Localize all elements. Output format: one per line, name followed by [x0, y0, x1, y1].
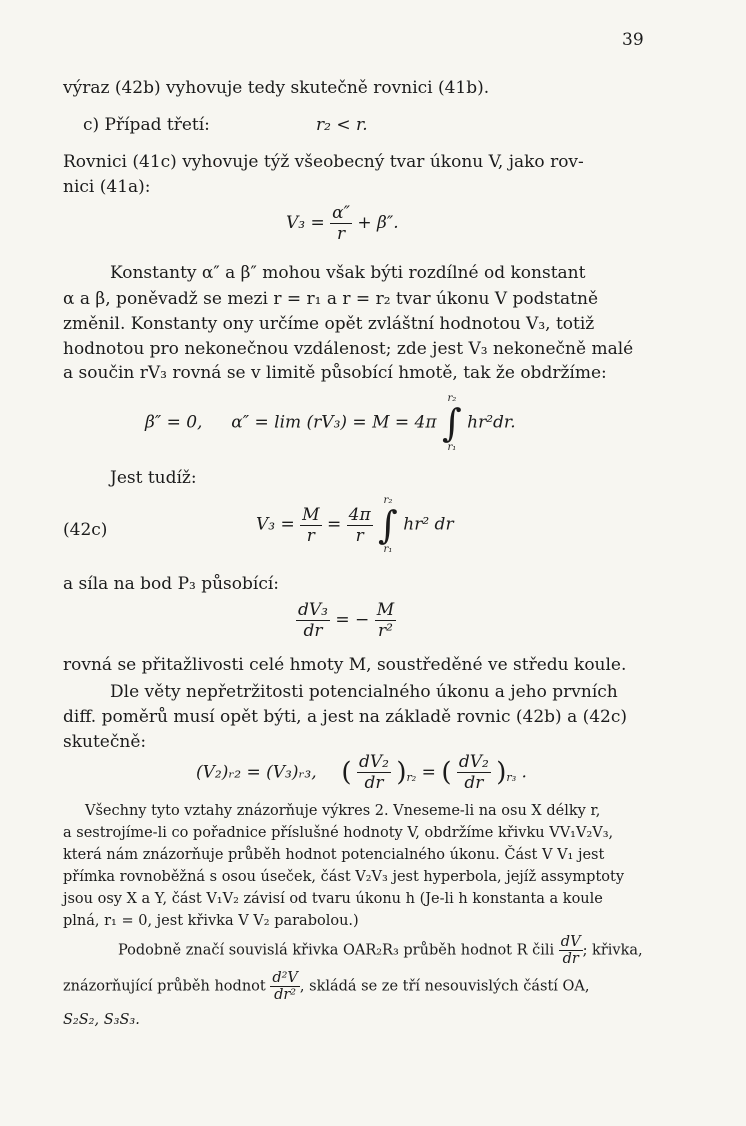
eq-v3-lhs: V₃	[286, 213, 306, 233]
text-line: a síla na bod P₃ působící:	[63, 574, 280, 594]
note-line: jsou osy X a Y, část V₁V₂ závisí od tvaru úkonu h (Je-li h konstanta a koule	[63, 891, 603, 907]
eq-beta-zero: β″ = 0,	[145, 412, 203, 433]
note-line: a sestrojíme-li co pořadnice příslušné hodnoty V, obdržíme křivku VV₁V₂V₃,	[63, 825, 614, 841]
paren-open: (	[441, 757, 452, 788]
frac-num: 4π	[348, 504, 371, 525]
text-line: změnil. Konstanty ony určíme opět zvláštní hodnotou V₃, totiž	[63, 314, 595, 334]
frac-num: dV₃	[298, 600, 328, 620]
equation-v3	[286, 203, 399, 244]
eq-sign: =	[326, 514, 342, 535]
text-line: výraz (42b) vyhovuje tedy skutečně rovnici (41b).	[63, 78, 490, 98]
frac-den: dr	[296, 620, 330, 641]
frac-num: dV₂	[358, 752, 389, 772]
note-line: která nám znázorňuje průběh hodnot potencialného úkonu. Část V V₁ jest	[63, 847, 605, 863]
frac-den: dr	[357, 772, 391, 793]
text-span: Podobně značí souvislá křivka OAR₂R₃ průběh hodnot R čili	[118, 942, 555, 959]
upper-limit: r₂	[447, 393, 457, 404]
frac-num: dV₂	[458, 752, 489, 772]
text-line: skutečně:	[63, 732, 147, 752]
text-line: Rovnici (41c) vyhovuje týž všeobecný tvar úkonu V, jako rov-	[63, 152, 584, 172]
eq-sign: =	[280, 514, 295, 535]
equation-42c	[256, 495, 454, 555]
text-line: hodnotou pro nekonečnou vzdálenost; zde jest V₃ nekonečně malé	[63, 339, 634, 359]
frac-den: dr	[559, 950, 583, 967]
fraction	[457, 752, 491, 793]
text-span: znázorňující průběh hodnot	[63, 978, 266, 995]
eq-left: (V₂)ᵣ₂ = (V₃)ᵣ₃,	[196, 762, 317, 783]
note-line: Všechny tyto vztahy znázorňuje výkres 2. Vneseme-li na osu X délky r,	[85, 803, 601, 819]
subscript: r₂	[406, 770, 417, 784]
integral-sign: ∫	[378, 503, 398, 547]
text-line: α a β, poněvadž se mezi r = r₁ a r = r₂ tvar úkonu V podstatně	[63, 289, 599, 309]
eq-sign: =	[421, 762, 436, 783]
text-line: Jest tudíž:	[110, 468, 197, 488]
page-number: 39	[622, 30, 644, 50]
eq-sign: = −	[335, 610, 370, 630]
case-label: c) Případ třetí:	[83, 115, 210, 135]
frac-den: dr	[457, 772, 491, 793]
integral-limits	[378, 495, 398, 555]
subscript: r₃	[506, 770, 517, 784]
integral-sign: ∫	[441, 401, 462, 445]
text-line: a součin rV₃ rovná se v limitě působící hmotě, tak že obdržíme:	[63, 363, 607, 383]
frac-num: d²V	[272, 970, 298, 986]
eq-beta-term: + β″.	[357, 213, 399, 233]
eq-integrand: hr² dr	[403, 514, 454, 535]
text-line: Konstanty α″ a β″ mohou však býti rozdílné od konstant	[110, 263, 586, 283]
note-line: přímka rovnoběžná s osou úseček, část V₂V₃ jest hyperbola, jejíž assymptoty	[63, 869, 625, 885]
text-line: diff. poměrů musí opět býti, a jest na základě rovnic (42b) a (42c)	[63, 707, 628, 727]
eq-lhs: V₃	[256, 514, 276, 535]
lower-limit: r₁	[383, 544, 393, 555]
paren-open: (	[341, 757, 352, 788]
text-span: , skládá se ze tří nesouvislých částí OA,	[299, 978, 590, 995]
text-line: Dle věty nepřetržitosti potencialného úkonu a jeho prvních	[110, 682, 618, 702]
frac-num: M	[376, 600, 395, 620]
eq-alpha-limit: α″ = lim (rV₃) = M = 4π	[231, 412, 437, 433]
text-line	[63, 655, 626, 675]
equation-continuity: (V₂)ᵣ₂ = (V₃)ᵣ₃, ( $\frac{\text{dV₂}}{dr}$ )$_{r_2}$ = ( $\frac{\text{dV₂}}{dr}$ )$_{r_3}$ .	[196, 752, 527, 793]
eq-sign: =	[310, 213, 325, 233]
paren-close: )	[396, 757, 407, 788]
equation-force	[296, 600, 396, 641]
note-line	[63, 970, 589, 1003]
fraction	[559, 934, 583, 967]
lower-limit: r₁	[447, 442, 457, 453]
fraction	[347, 505, 373, 546]
frac-den: r	[347, 525, 373, 546]
note-line: S₂S₂, S₃S₃.	[63, 1012, 140, 1028]
frac-num: M	[302, 504, 320, 525]
equation-label: (42c)	[63, 520, 108, 540]
frac-den: dr²	[270, 986, 300, 1003]
equation-limit	[145, 393, 516, 453]
frac-den: r²	[375, 620, 396, 641]
fraction	[300, 505, 321, 546]
text-span: rovná se přitažlivosti celé hmoty M, soustředěné ve středu koule.	[63, 655, 627, 675]
integral-limits	[442, 393, 462, 453]
frac-num: α″	[332, 203, 350, 223]
fraction	[357, 752, 391, 793]
fraction	[375, 600, 396, 641]
upper-limit: r₂	[383, 495, 393, 506]
frac-num: dV	[560, 934, 581, 950]
fraction	[270, 970, 300, 1003]
note-line	[118, 934, 643, 967]
note-line: plná, r₁ = 0, jest křivka V V₂ parabolou.)	[63, 913, 359, 929]
fraction	[330, 203, 352, 244]
frac-den: r	[330, 223, 352, 244]
case-condition: r₂ < r.	[316, 115, 368, 135]
frac-den: r	[300, 525, 321, 546]
fraction	[296, 600, 330, 641]
eq-integrand: hr²dr.	[467, 412, 516, 433]
paren-close: )	[496, 757, 507, 788]
text-span: ; křivka,	[582, 942, 643, 959]
text-line: nici (41a):	[63, 177, 151, 197]
